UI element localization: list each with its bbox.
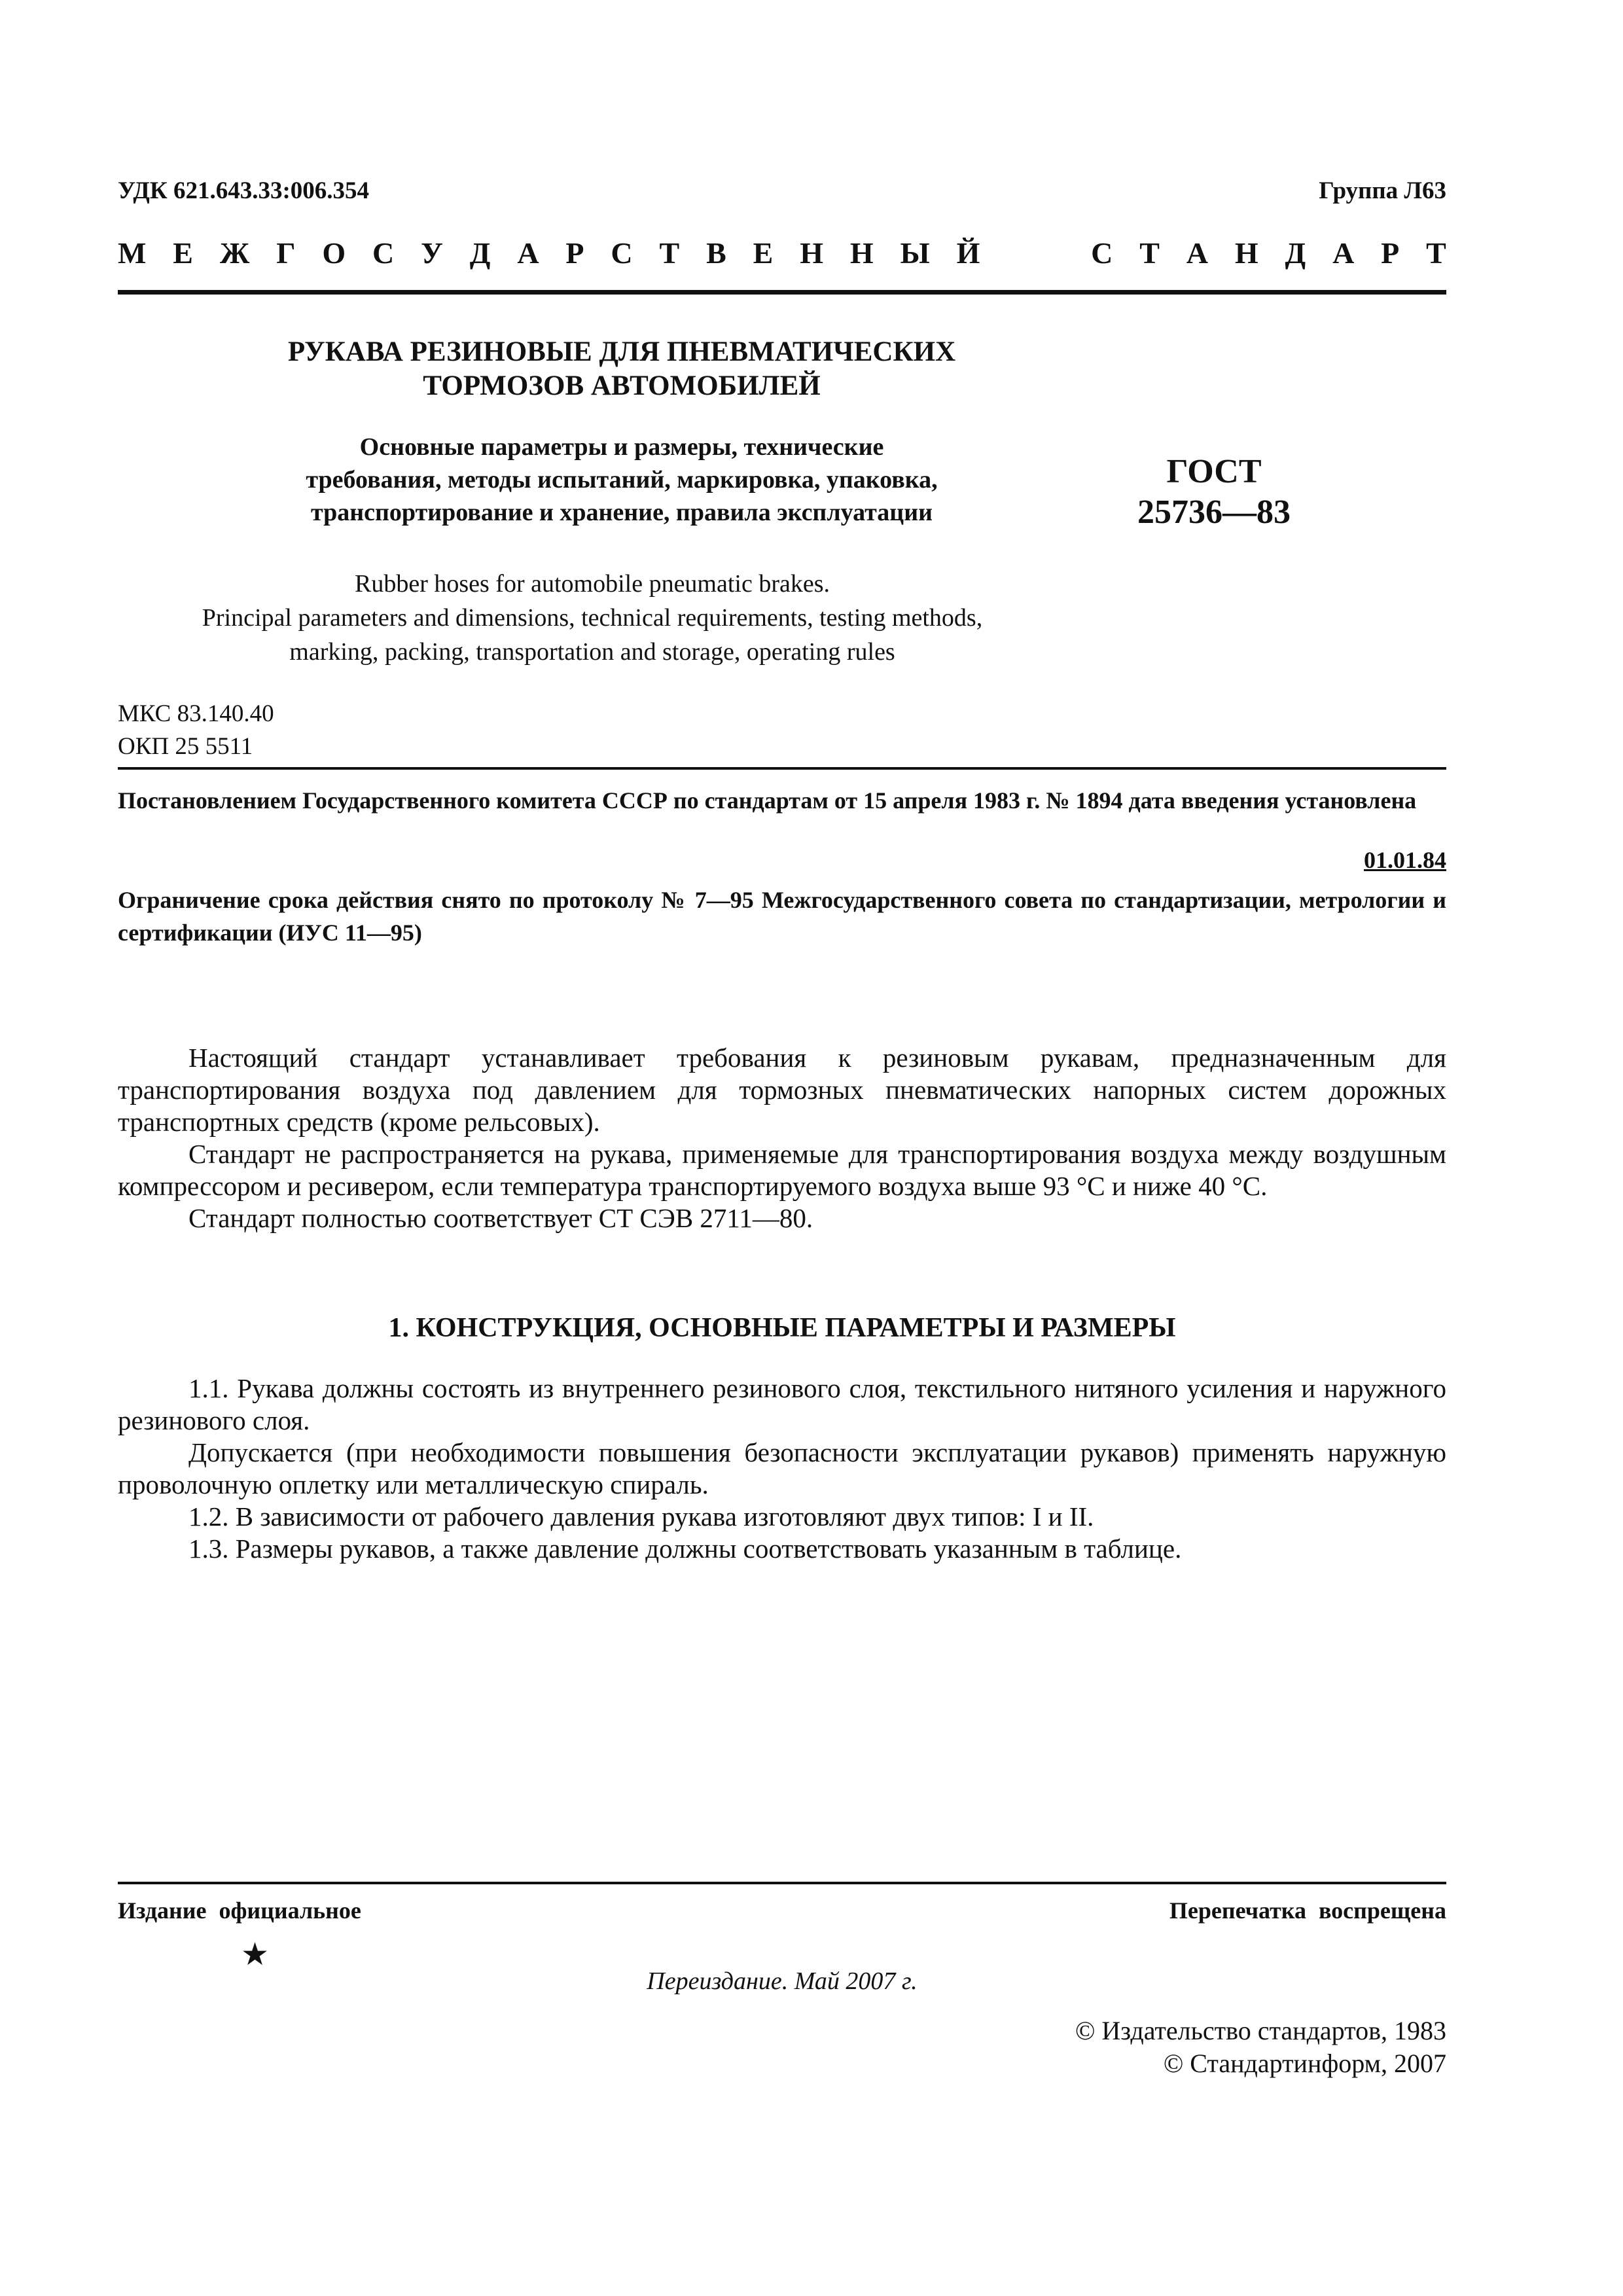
restriction-text: Ограничение срока действия снято по протоколу № 7—95 Межгосударственного совета по стандартизации, метрологии и сертификации (ИУС 11—95): [118, 887, 1446, 946]
official-edition: Издание официальное: [118, 1897, 361, 1924]
classification-codes: [118, 698, 274, 763]
intro-paragraph: Стандарт полностью соответствует СТ СЭВ 2711—80.: [188, 1203, 813, 1233]
section-paragraph: 1.2. В зависимости от рабочего давления рукава изготовляют двух типов: I и II.: [188, 1501, 1094, 1532]
gost-number: 25736—83: [1137, 493, 1291, 531]
effective-date: 01.01.84: [1364, 847, 1446, 873]
introduction: [118, 1042, 1446, 1234]
english-title-line: Rubber hoses for automobile pneumatic brakes.: [354, 570, 830, 598]
gost-designation: [1073, 452, 1355, 533]
title-line: ТОРМОЗОВ АВТОМОБИЛЕЙ: [423, 370, 821, 401]
interstate-standard-banner: [118, 236, 1446, 270]
copyright-line: © Стандартинформ, 2007: [1163, 2049, 1446, 2078]
banner-letter: Д: [1285, 236, 1306, 270]
banner-letter: Н: [849, 236, 874, 270]
subtitle-line: Основные параметры и размеры, технические: [359, 433, 884, 461]
reprint-prohibited: Перепечатка воспрещена: [1169, 1897, 1446, 1924]
header-thick-rule: [118, 290, 1446, 295]
banner-letter: Ы: [900, 236, 930, 270]
copyright-line: © Издательство стандартов, 1983: [1075, 2016, 1446, 2045]
intro-paragraph: Стандарт не распространяется на рукава, применяемые для транспортирования воздуха между воздушным компрессором и ресивером, если температура транспортируемого воздуха выше 93 °С и ниже 40 °С.: [118, 1139, 1446, 1201]
banner-letter: Й: [956, 236, 980, 270]
banner-letter: Т: [1426, 236, 1446, 270]
copyright-block: [1075, 2015, 1446, 2080]
english-title-line: Principal parameters and dimensions, technical requirements, testing methods,: [202, 604, 983, 632]
banner-letter: С: [611, 236, 633, 270]
gost-label: ГОСТ: [1166, 453, 1262, 490]
banner-gap: [1007, 236, 1064, 270]
banner-letter: С: [372, 236, 395, 270]
subtitle-line: требования, методы испытаний, маркировка, упаковка,: [306, 466, 938, 493]
banner-letter: Д: [469, 236, 491, 270]
english-title: [118, 567, 1067, 669]
okp-code: ОКП 25 5511: [118, 733, 253, 760]
banner-letter: Г: [276, 236, 296, 270]
banner-letter: О: [322, 236, 346, 270]
title-line: РУКАВА РЕЗИНОВЫЕ ДЛЯ ПНЕВМАТИЧЕСКИХ: [287, 336, 956, 367]
banner-letter: Т: [659, 236, 680, 270]
subtitle-line: транспортирование и хранение, правила эксплуатации: [311, 499, 933, 526]
banner-letter: Е: [173, 236, 193, 270]
banner-letter: Р: [1381, 236, 1400, 270]
banner-letter: С: [1091, 236, 1113, 270]
document-subtitle: [196, 431, 1047, 529]
section-paragraph: 1.3. Размеры рукавов, а также давление должны соответствовать указанным в таблице.: [188, 1534, 1182, 1564]
banner-letter: Р: [565, 236, 584, 270]
banner-letter: Ж: [219, 236, 250, 270]
reissue-note: Переиздание. Май 2007 г.: [647, 1967, 918, 1995]
intro-paragraph: Настоящий стандарт устанавливает требования к резиновым рукавам, предназначенным для транспортирования воздуха под давлением для тормозных пневматических напорных систем дорожных транспортных средств (кроме рельсовых).: [118, 1043, 1446, 1137]
banner-letter: А: [517, 236, 539, 270]
banner-letter: А: [1332, 236, 1355, 270]
banner-letter: В: [706, 236, 726, 270]
codes-rule: [118, 767, 1446, 770]
decree-text: Постановлением Государственного комитета СССР по стандартам от 15 апреля 1983 г. № 1894 дата введения установлена: [118, 787, 1417, 814]
banner-letter: Н: [1234, 236, 1258, 270]
english-title-line: marking, packing, transportation and storage, operating rules: [289, 638, 895, 666]
section-1-body: [118, 1372, 1446, 1565]
section-paragraph: 1.1. Рукава должны состоять из внутреннего резинового слоя, текстильного нитяного усиления и наружного резинового слоя.: [118, 1373, 1446, 1435]
banner-letter: Е: [753, 236, 774, 270]
banner-letter: У: [421, 236, 443, 270]
section-heading: 1. КОНСТРУКЦИЯ, ОСНОВНЫЕ ПАРАМЕТРЫ И РАЗМЕРЫ: [388, 1313, 1176, 1343]
document-title: [196, 335, 1047, 403]
footer-rule: [118, 1882, 1446, 1884]
banner-letter: А: [1186, 236, 1208, 270]
group-code: Группа Л63: [1319, 177, 1446, 204]
mks-code: МКС 83.140.40: [118, 700, 274, 727]
section-paragraph: Допускается (при необходимости повышения безопасности эксплуатации рукавов) применять наружную проволочную оплетку или металлическую спираль.: [118, 1437, 1446, 1499]
banner-letter: М: [118, 236, 147, 270]
star-icon: ★: [241, 1937, 270, 1972]
banner-letter: Т: [1139, 236, 1160, 270]
udk-code: УДК 621.643.33:006.354: [118, 177, 370, 204]
banner-letter: Н: [800, 236, 823, 270]
